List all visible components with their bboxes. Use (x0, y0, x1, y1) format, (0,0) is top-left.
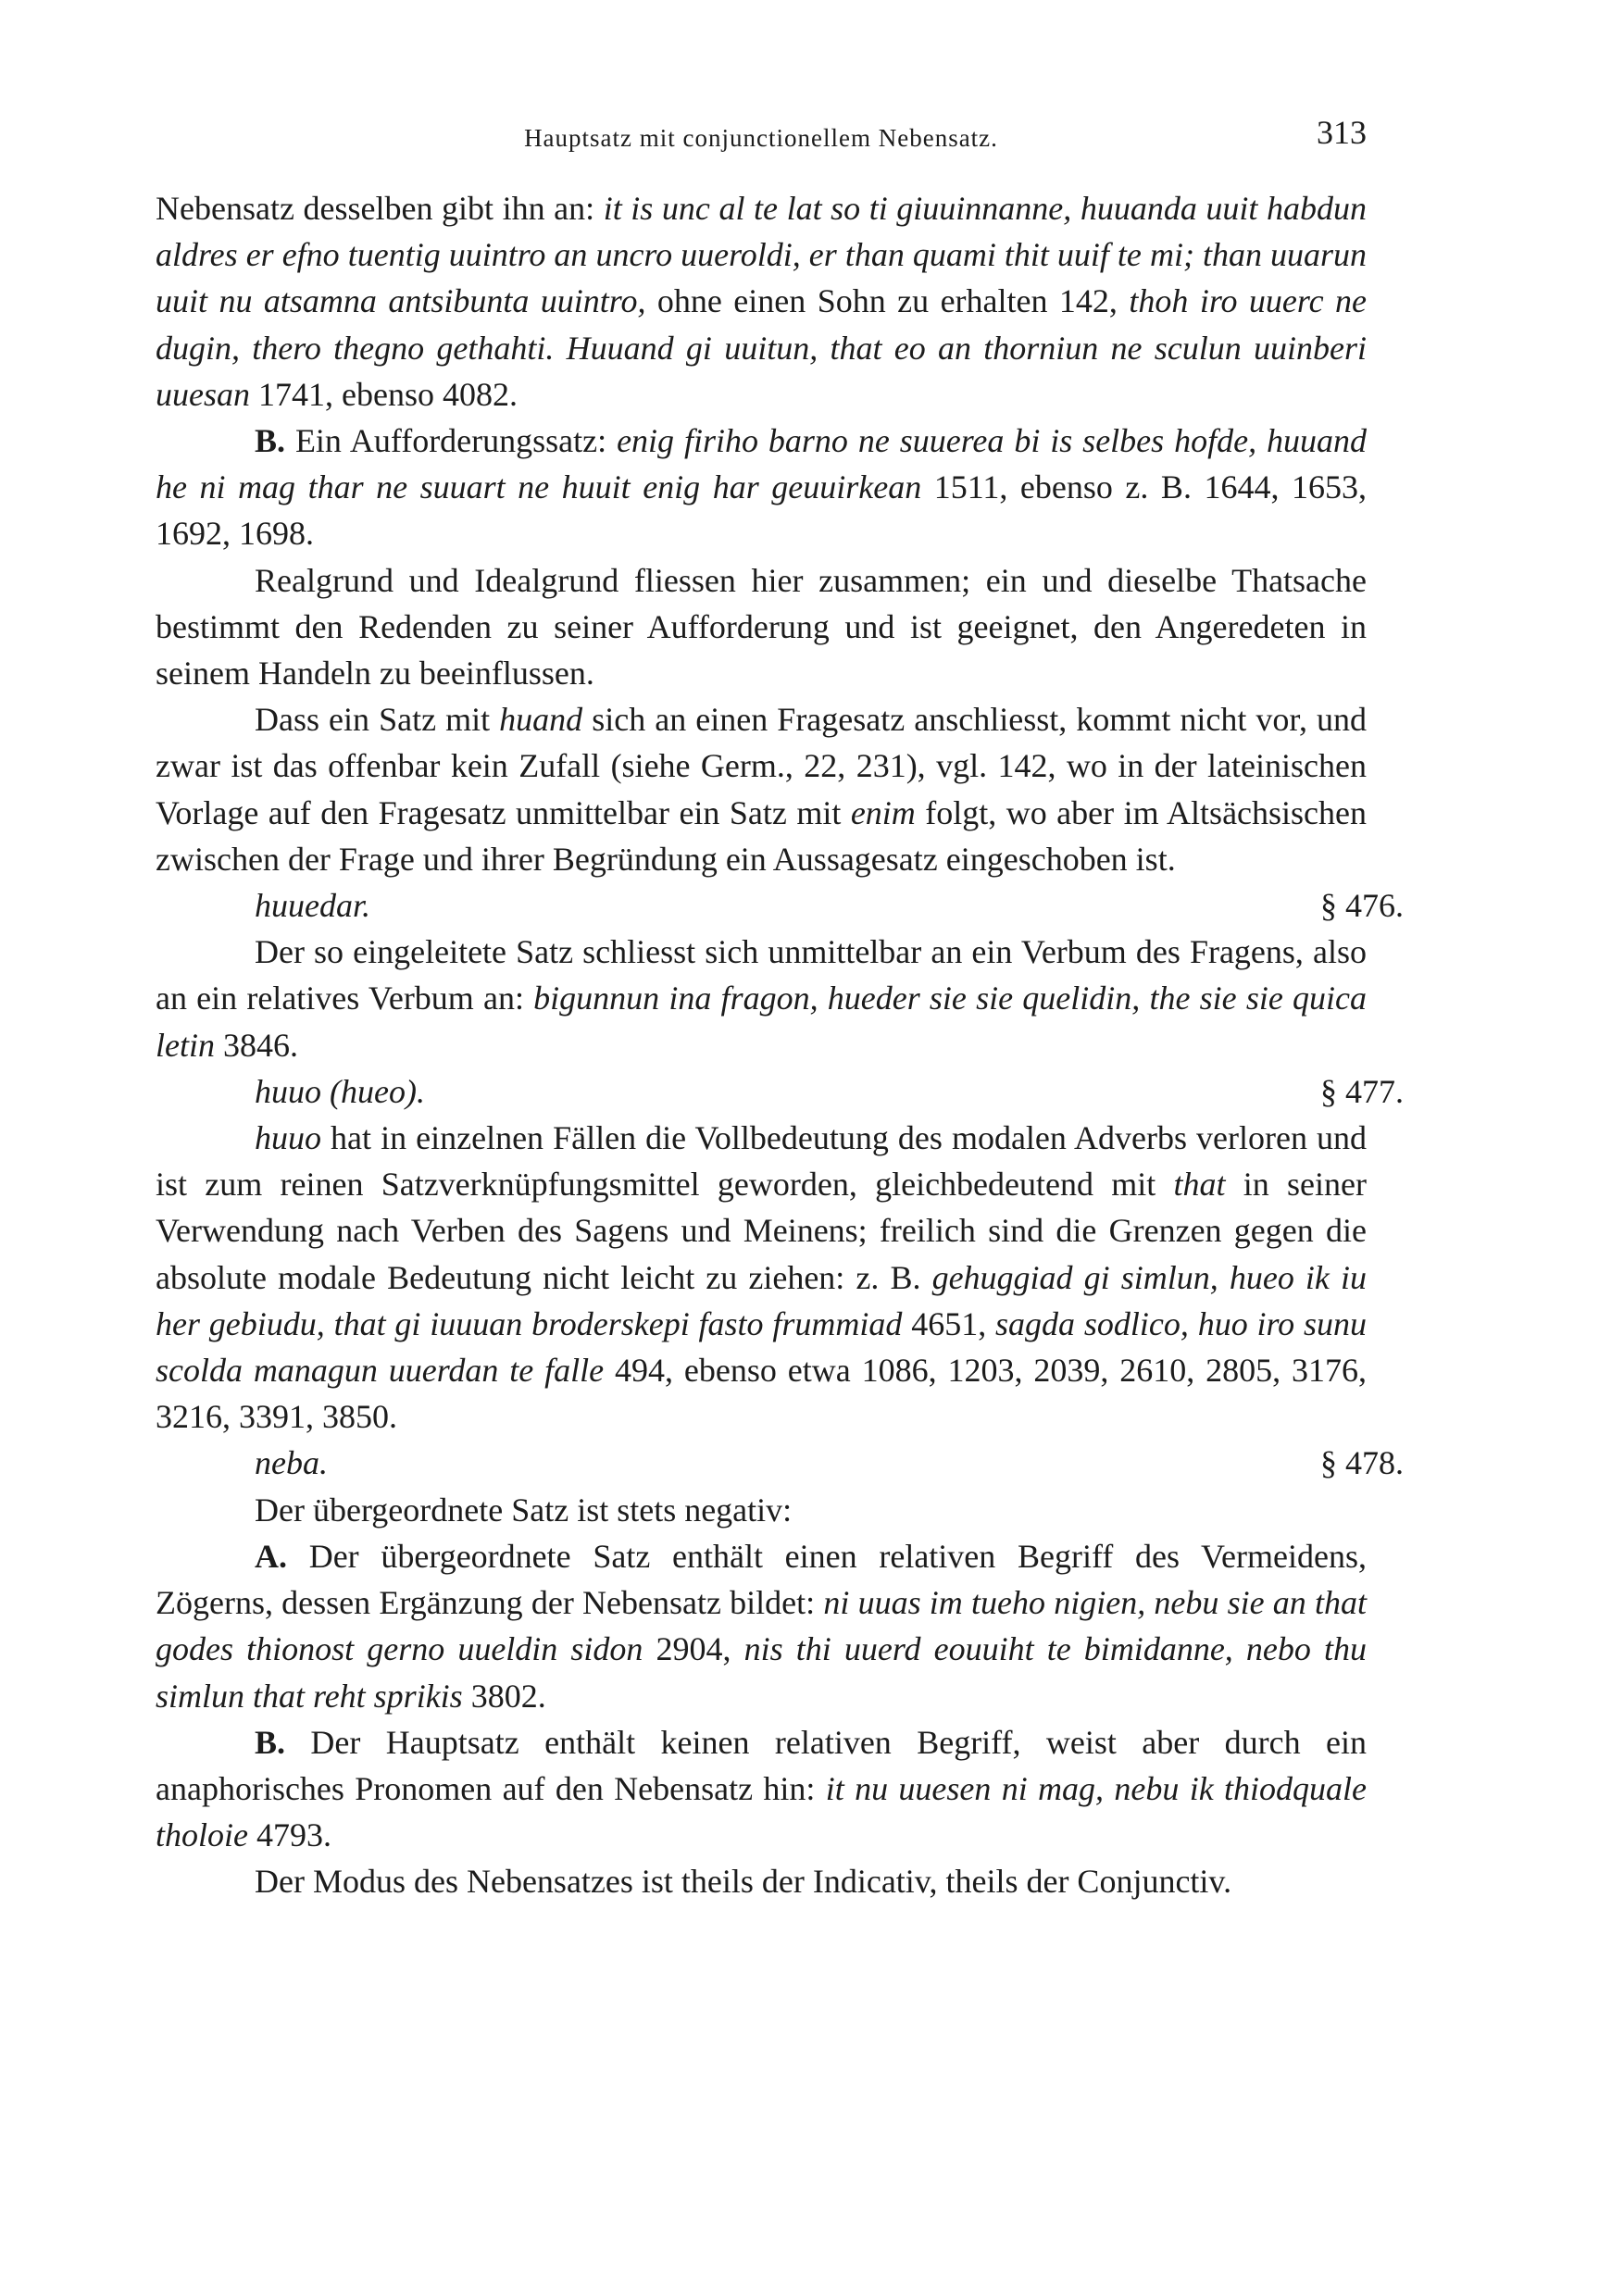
section-477-heading: huuo (hueo). § 477. (255, 1068, 1367, 1115)
section-number-477: § 477. (1320, 1072, 1404, 1110)
paragraph-realgrund: Realgrund und Idealgrund fliessen hier zusammen; ein und dieselbe Thatsache bestimmt den Redenden zu seiner Aufforderung und ist geeignet, den Angeredeten in seinem Handeln zu beeinflussen. (156, 561, 1367, 693)
section-476-text: Der so eingeleitete Satz schliesst sich unmittelbar an ein Verbum des Fragens, also an ein relatives Verbum an: bigunnun ina fragon, hueder sie sie quelidin, the sie sie quica letin 3846. (156, 933, 1367, 1064)
paragraph-b: B. Ein Aufforderungssatz: enig firiho barno ne suuerea bi is selbes hofde, huuand he ni mag thar ne suuart ne huuit enig har geuuirkean 1511, ebenso z. B. 1644, 1653, 1692, 1698. (156, 422, 1367, 553)
section-478-intro: Der übergeordnete Satz ist stets negativ: (255, 1491, 793, 1529)
running-title: Hauptsatz mit conjunctionellem Nebensatz. (524, 124, 998, 152)
page-header (156, 111, 1367, 157)
section-477-text: huuo hat in einzelnen Fällen die Vollbedeutung des modalen Adverbs verloren und ist zum reinen Satzverknüpfungsmittel geworden, gleichbedeutend mit that in seiner Verwendung nach Verben des Sagens und Meinens; freilich sind die Grenzen gegen die absolute modale Bedeutung nicht leicht zu ziehen: z. B. gehuggiad gi simlun, hueo ik iu her gebiudu, that gi iuuuan broderskepi fasto frummiad 4651, sagda sodlico, huo iro sunu scolda managun uuerdan te falle 494, ebenso etwa 1086, 1203, 2039, 2610, 2805, 3176, 3216, 3391, 3850. (156, 1119, 1368, 1436)
section-476-heading: huuedar. § 476. (255, 882, 1367, 929)
section-478-b: B. Der Hauptsatz enthält keinen relativen Begriff, weist aber durch ein anaphorisches Pronomen auf den Nebensatz hin: it nu uuesen ni mag, nebu ik thiodquale tholoie 4793. (156, 1723, 1367, 1854)
paragraph-huand: Dass ein Satz mit huand sich an einen Fragesatz anschliesst, kommt nicht vor, und zwar ist das offenbar kein Zufall (siehe Germ., 22, 231), vgl. 142, wo in der lateinischen Vorlage auf den Fragesatz unmittelbar ein Satz mit enim folgt, wo aber im Altsächsischen zwischen der Frage und ihrer Begründung ein Aussagesatz eingeschoben ist. (156, 701, 1368, 878)
paragraph-1: Nebensatz desselben gibt ihn an: it is unc al te lat so ti giuuinnanne, huuanda uuit habdun aldres er efno tuentig uuintro an uncro uueroldi, er than quami thit uuif te mi; than uuarun uuit nu atsamna antsibunta uuintro, ohne einen Sohn zu erhalten 142, thoh iro uuerc ne dugin, thero thegno gethahti. Huuand gi uuitun, that eo an thorniun ne sculun uuinberi uuesan 1741, ebenso 4082. (156, 190, 1367, 413)
section-number-478: § 478. (1320, 1444, 1404, 1482)
section-478-a: A. Der übergeordnete Satz enthält einen relativen Begriff des Vermeidens, Zögerns, dessen Ergänzung der Nebensatz bildet: ni uuas im tueho nigien, nebu sie an that godes thionost gerno uueldin sidon 2904, nis thi uuerd eouuiht te bimidanne, nebo thu simlun that reht sprikis 3802. (156, 1537, 1368, 1715)
page-body (156, 185, 1404, 1905)
section-478-last: Der Modus des Nebensatzes ist theils der Indicativ, theils der Conjunctiv. (255, 1863, 1232, 1901)
page-number: 313 (1317, 114, 1367, 151)
section-number-476: § 476. (1320, 887, 1404, 925)
section-478-heading: neba. § 478. (255, 1440, 1367, 1486)
